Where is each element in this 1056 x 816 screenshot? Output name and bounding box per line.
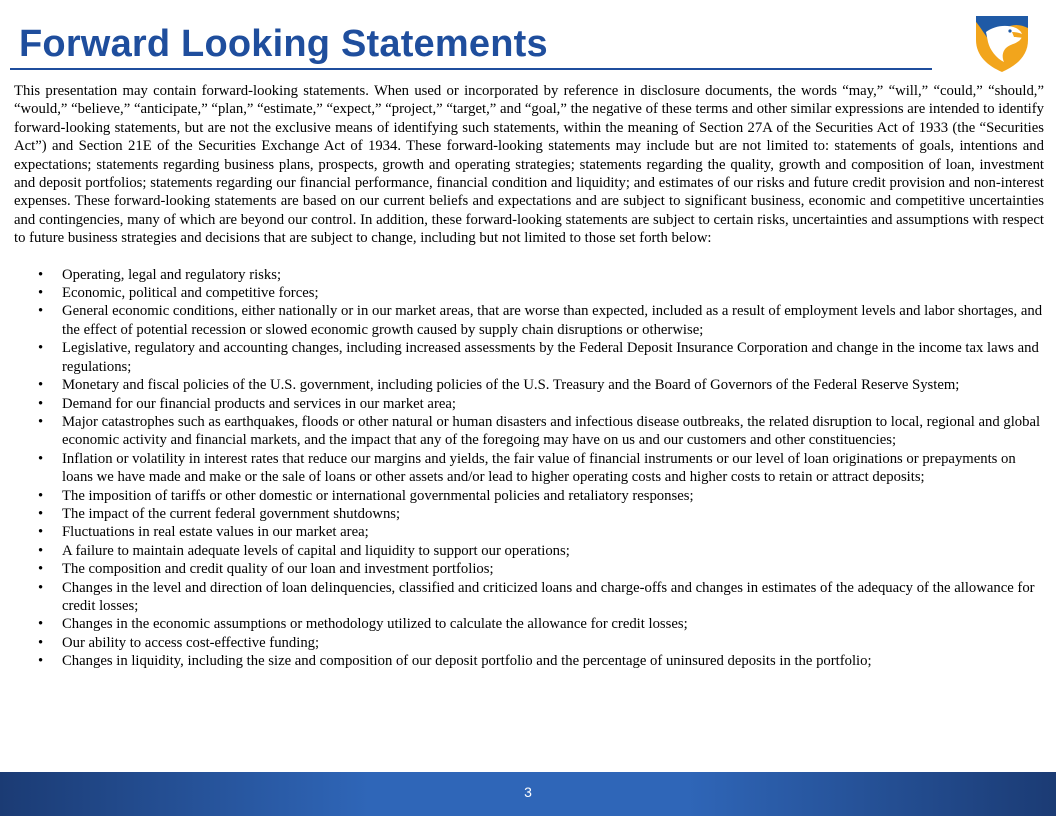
list-item [14,395,1044,413]
list-item [14,579,1044,616]
intro-paragraph: This presentation may contain forward-looking statements. When used or incorporated by reference in disclosure documents, the words “may,” “will,” “could,” “should,” “would,” “believe,” “anticipate,” “plan,” “estimate,” “expect,” “project,” “target,” and “goal,” the negative of these terms and other similar expressions are intended to identify forward-looking statements, but are not the exclusive means of identifying such statements, within the meaning of Section 27A of the Securities Act of 1933 (the “Securities Act”) and Section 21E of the Securities Exchange Act of 1934. These forward-looking statements may include but are not limited to: statements of goals, intentions and expectations; statements regarding business plans, prospects, growth and operating strategies; statements regarding the quality, growth and composition of loan, investment and deposit portfolios; statements regarding our financial performance, financial condition and liquidity; and estimates of our risks and future credit provision and non-interest expenses. These forward-looking statements are based on our current beliefs and expectations and are subject to significant business, economic and competitive uncertainties and contingencies, many of which are beyond our control. In addition, these forward-looking statements are subject to certain risks, uncertainties and assumptions with respect to future business strategies and decisions that are subject to change, including but not limited to those set forth below: [14,83,1044,247]
page-title: Forward Looking Statements [19,23,548,65]
list-item [14,560,1044,578]
list-item-text: Monetary and fiscal policies of the U.S. government, including policies of the U.S. Treasury and the Board of Governors of the Federal Reserve System; [62,377,960,394]
bullet-icon: • [38,303,44,320]
list-item-text: A failure to maintain adequate levels of capital and liquidity to support our operations; [62,542,570,559]
bullet-icon: • [38,653,44,670]
list-item [14,284,1044,302]
list-item-text: Changes in the level and direction of loan delinquencies, classified and criticized loans and charge-offs and changes in estimates of the adequacy of the allowance for credit losses; [62,579,1035,614]
statement-body [14,82,1044,671]
list-item-text: Economic, political and competitive forces; [62,285,319,302]
list-item-text: Changes in the economic assumptions or methodology utilized to calculate the allowance for credit losses; [62,616,688,633]
list-item [14,505,1044,523]
list-item [14,542,1044,560]
list-item [14,376,1044,394]
bullet-icon: • [38,487,44,504]
list-item-text: Fluctuations in real estate values in our market area; [62,524,369,541]
list-item-text: Inflation or volatility in interest rates that reduce our margins and yields, the fair value of financial instruments or our level of loan originations or prepayments on loans we have made and make or the sale of loans or other assets and/or lead to higher operating costs and higher costs to retain or attract deposits; [62,450,1016,486]
list-item-text: Operating, legal and regulatory risks; [62,266,282,283]
bullet-icon: • [38,616,44,633]
bullet-icon: • [38,634,44,651]
list-item-text: Changes in liquidity, including the size and composition of our deposit portfolio and the percentage of uninsured deposits in the portfolio; [62,653,872,670]
list-item-text: The impact of the current federal government shutdowns; [62,505,401,522]
list-item [14,487,1044,505]
list-item [14,413,1044,450]
eagle-shield-logo-icon [972,10,1032,74]
bullet-icon: • [38,579,44,596]
risk-factor-list [14,266,1044,671]
list-item-text: The composition and credit quality of our loan and investment portfolios; [62,561,494,578]
list-item [14,652,1044,670]
list-item [14,634,1044,652]
bullet-icon: • [38,542,44,559]
list-item-text: Major catastrophes such as earthquakes, floods or other natural or human disasters and infectious disease outbreaks, the related disruption to local, regional and global economic activity and financial markets, and the impact that any of the foregoing may have on us and our customers and other constituencies; [62,413,1041,449]
list-item [14,615,1044,633]
list-item-text: Demand for our financial products and services in our market area; [62,395,456,412]
list-item-text: The imposition of tariffs or other domestic or international governmental policies and retaliatory responses; [62,487,694,504]
bullet-icon: • [38,450,44,467]
bullet-icon: • [38,413,44,430]
list-item [14,523,1044,541]
bullet-icon: • [38,395,44,412]
list-item [14,450,1044,487]
bullet-icon: • [38,377,44,394]
list-item-text: General economic conditions, either nationally or in our market areas, that are worse than expected, included as a result of employment levels and labor shortages, and the effect of potential recession or slowed economic growth caused by supply chain disruptions or otherwise; [62,303,1043,338]
list-item-text: Our ability to access cost-effective funding; [62,634,320,651]
bullet-icon: • [38,524,44,541]
bullet-icon: • [38,266,44,283]
bullet-icon: • [38,285,44,302]
bullet-icon: • [38,340,44,357]
logo-eagle-eye [1008,29,1011,32]
list-item [14,339,1044,376]
footer-bar [0,772,1056,816]
list-item [14,266,1044,284]
list-item [14,302,1044,339]
title-underline [10,68,932,70]
bullet-icon: • [38,561,44,578]
bullet-icon: • [38,505,44,522]
list-item-text: Legislative, regulatory and accounting changes, including increased assessments by the Federal Deposit Insurance Corporation and change in the income tax laws and regulations; [62,340,1039,375]
page-number: 3 [524,784,532,800]
